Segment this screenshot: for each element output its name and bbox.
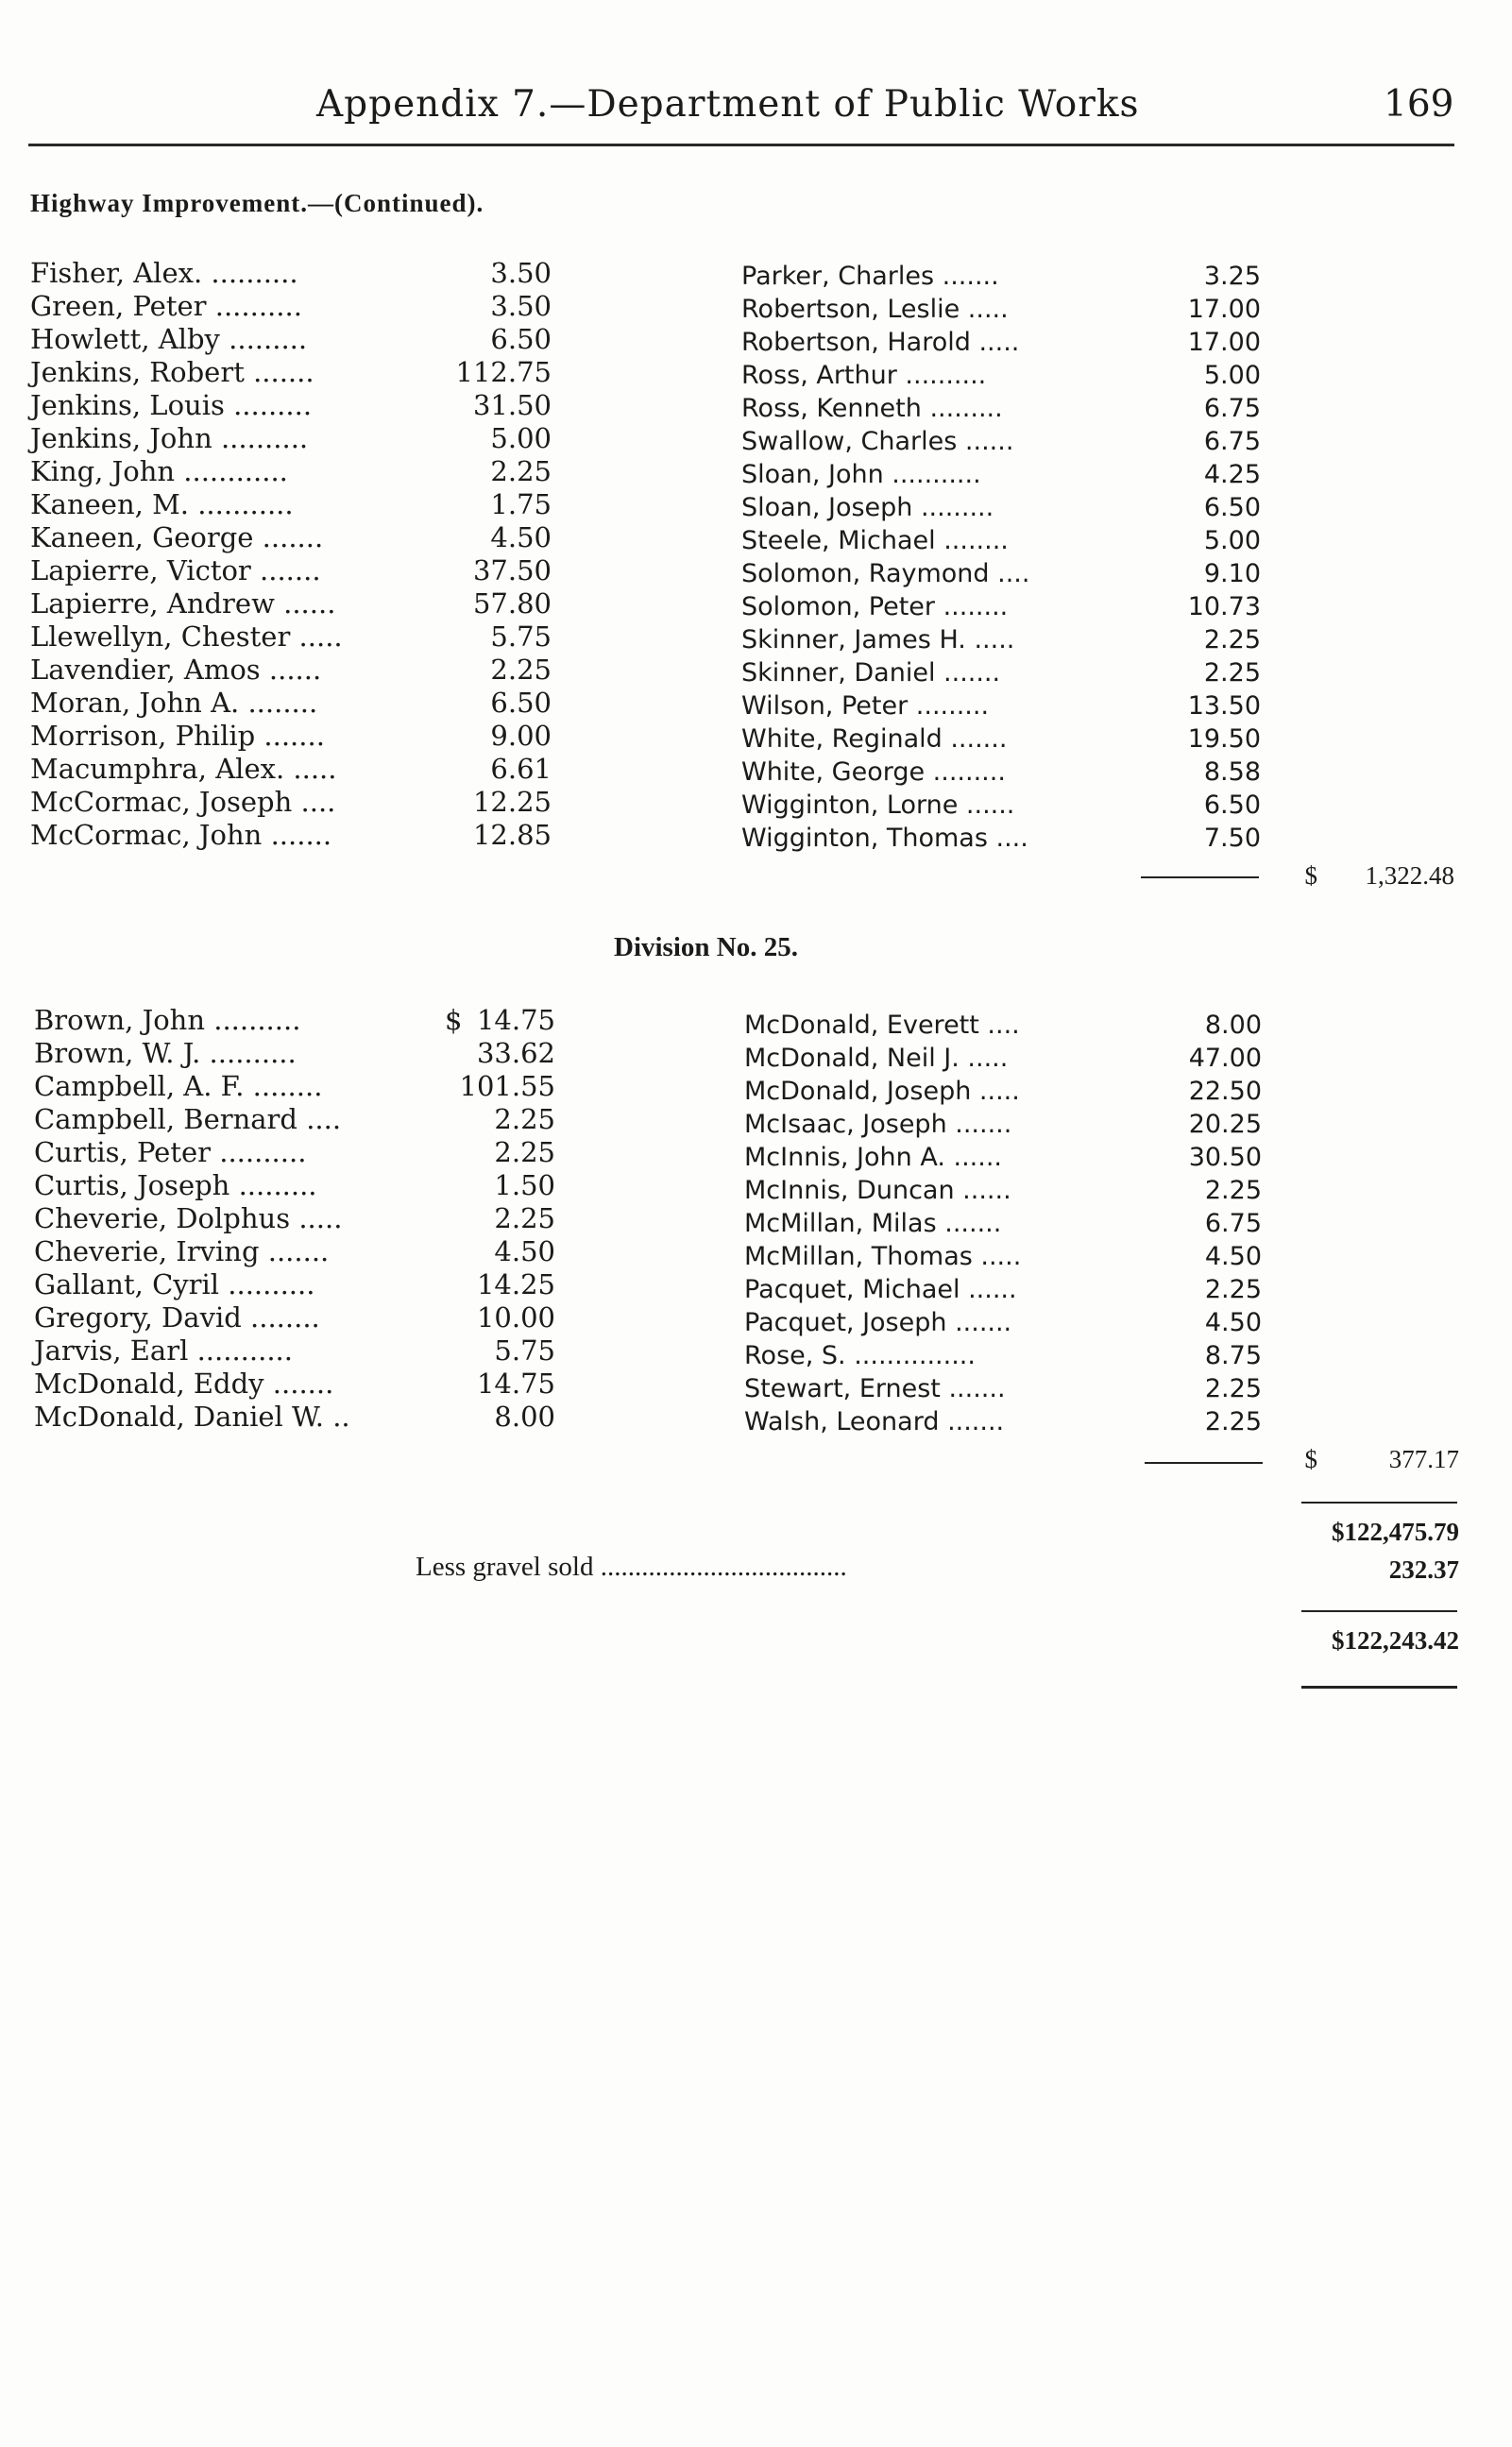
payee-name: Solomon, Raymond .... bbox=[741, 559, 1030, 588]
amount: 1.75 bbox=[490, 488, 552, 520]
list-item bbox=[741, 326, 1261, 359]
list-item bbox=[30, 422, 552, 455]
list-item bbox=[741, 425, 1261, 458]
list-item bbox=[744, 1108, 1262, 1141]
payee-name: Brown, John .......... bbox=[34, 1004, 301, 1036]
list-item bbox=[741, 656, 1261, 689]
amount: 2.25 bbox=[1204, 1275, 1262, 1304]
list-item bbox=[30, 654, 552, 687]
payee-name: Wigginton, Thomas .... bbox=[741, 824, 1028, 853]
amount: 2.25 bbox=[1204, 1407, 1262, 1436]
payee-name: Pacquet, Joseph ....... bbox=[744, 1308, 1012, 1337]
payee-name: Gregory, David ........ bbox=[34, 1301, 320, 1334]
amount: 2.25 bbox=[490, 654, 552, 686]
part1-total: 1,322.48 bbox=[1365, 861, 1454, 890]
list-item bbox=[30, 356, 552, 389]
amount: 6.75 bbox=[1204, 1209, 1262, 1238]
net-total: $122,243.42 bbox=[1332, 1626, 1459, 1655]
amount: 5.00 bbox=[1203, 361, 1261, 390]
page-title: Appendix 7.—Department of Public Works bbox=[316, 83, 1140, 126]
section-title: Highway Improvement.—(Continued). bbox=[30, 189, 484, 217]
payee-name: Pacquet, Michael ...... bbox=[744, 1275, 1017, 1304]
amount: 3.25 bbox=[1203, 262, 1261, 291]
payee-name: White, Reginald ....... bbox=[741, 724, 1008, 754]
payee-name: McDonald, Neil J. ..... bbox=[744, 1044, 1009, 1073]
amount: 10.73 bbox=[1187, 592, 1261, 621]
amount: 2.25 bbox=[1203, 625, 1261, 654]
division-left-column bbox=[34, 1004, 555, 1434]
less-gravel-amount: 232.37 bbox=[1388, 1555, 1459, 1584]
division-total: 377.17 bbox=[1388, 1445, 1459, 1473]
payee-name: McDonald, Eddy ....... bbox=[34, 1368, 334, 1400]
amount: 33.62 bbox=[476, 1037, 555, 1069]
list-item bbox=[34, 1334, 555, 1368]
grand-total-rule-top bbox=[1301, 1502, 1457, 1504]
payee-name: Morrison, Philip ....... bbox=[30, 720, 325, 752]
list-item bbox=[34, 1136, 555, 1169]
list-item bbox=[741, 623, 1261, 656]
list-item bbox=[30, 554, 552, 587]
amount: 17.00 bbox=[1187, 295, 1261, 324]
list-item bbox=[30, 620, 552, 654]
amount: 47.00 bbox=[1188, 1044, 1262, 1073]
list-item bbox=[744, 1405, 1262, 1438]
list-item bbox=[30, 720, 552, 753]
amount: 14.25 bbox=[476, 1268, 555, 1300]
list-item bbox=[741, 789, 1261, 822]
payee-name: King, John ............ bbox=[30, 455, 288, 487]
list-item bbox=[741, 293, 1261, 326]
amount: 6.75 bbox=[1203, 394, 1261, 423]
payee-name: Walsh, Leonard ....... bbox=[744, 1407, 1005, 1436]
payee-name: Green, Peter .......... bbox=[30, 290, 302, 322]
payee-name: McInnis, John A. ...... bbox=[744, 1143, 1003, 1172]
list-item bbox=[744, 1141, 1262, 1174]
payee-name: McMillan, Milas ....... bbox=[744, 1209, 1002, 1238]
list-item bbox=[30, 488, 552, 521]
payee-name: Parker, Charles ....... bbox=[741, 262, 999, 291]
amount: 6.50 bbox=[1203, 790, 1261, 820]
amount: 22.50 bbox=[1188, 1077, 1262, 1106]
list-item bbox=[34, 1004, 555, 1037]
amount: 5.00 bbox=[490, 422, 552, 454]
part1-left-column bbox=[30, 257, 552, 852]
payee-name: Jarvis, Earl ........... bbox=[34, 1334, 293, 1367]
payee-name: Curtis, Joseph ......... bbox=[34, 1169, 317, 1201]
amount: 5.00 bbox=[1203, 526, 1261, 555]
list-item bbox=[34, 1401, 555, 1434]
net-total-rule-top bbox=[1301, 1610, 1457, 1612]
payee-name: Sloan, John ........... bbox=[741, 460, 981, 489]
payee-name: Rose, S. ............... bbox=[744, 1341, 976, 1370]
payee-name: Lavendier, Amos ...... bbox=[30, 654, 322, 686]
amount: 8.75 bbox=[1204, 1341, 1262, 1370]
payee-name: Jenkins, Robert ....... bbox=[30, 356, 314, 388]
amount: 1.50 bbox=[494, 1169, 555, 1201]
list-item bbox=[744, 1306, 1262, 1339]
list-item bbox=[741, 822, 1261, 855]
amount: 20.25 bbox=[1188, 1110, 1262, 1139]
amount: 30.50 bbox=[1188, 1143, 1262, 1172]
list-item bbox=[741, 359, 1261, 392]
list-item bbox=[30, 455, 552, 488]
payee-name: Lapierre, Victor ....... bbox=[30, 554, 321, 586]
list-item bbox=[34, 1037, 555, 1070]
payee-name: Robertson, Leslie ..... bbox=[741, 295, 1009, 324]
part1-right-column bbox=[741, 260, 1261, 855]
payee-name: Cheverie, Irving ....... bbox=[34, 1235, 330, 1267]
list-item bbox=[34, 1368, 555, 1401]
list-item bbox=[34, 1070, 555, 1103]
payee-name: McCormac, John ....... bbox=[30, 819, 332, 851]
amount: 10.00 bbox=[476, 1301, 555, 1334]
amount: 4.50 bbox=[1204, 1242, 1262, 1271]
list-item bbox=[741, 689, 1261, 722]
list-item bbox=[741, 557, 1261, 590]
amount: 4.50 bbox=[1204, 1308, 1262, 1337]
list-item bbox=[741, 392, 1261, 425]
list-item bbox=[741, 756, 1261, 789]
amount: 2.25 bbox=[494, 1202, 555, 1234]
payee-name: Wigginton, Lorne ...... bbox=[741, 790, 1015, 820]
amount: 14.75 bbox=[476, 1368, 555, 1400]
list-item bbox=[34, 1169, 555, 1202]
amount: 14.75 bbox=[476, 1004, 555, 1036]
payee-name: Ross, Arthur .......... bbox=[741, 361, 987, 390]
amount: 8.58 bbox=[1203, 757, 1261, 787]
amount: 2.25 bbox=[494, 1103, 555, 1135]
amount: 12.85 bbox=[472, 819, 552, 851]
list-item bbox=[30, 753, 552, 786]
payee-name: Skinner, Daniel ....... bbox=[741, 658, 1001, 688]
payee-name: Skinner, James H. ..... bbox=[741, 625, 1015, 654]
amount: 3.50 bbox=[490, 290, 552, 322]
header-rule bbox=[28, 144, 1454, 146]
amount: 6.50 bbox=[1203, 493, 1261, 522]
list-item bbox=[34, 1268, 555, 1301]
list-item bbox=[741, 458, 1261, 491]
amount: 7.50 bbox=[1203, 824, 1261, 853]
list-item bbox=[741, 491, 1261, 524]
payee-name: McInnis, Duncan ...... bbox=[744, 1176, 1011, 1205]
payee-name: White, George ......... bbox=[741, 757, 1006, 787]
amount: 6.50 bbox=[490, 687, 552, 719]
payee-name: McDonald, Daniel W. .. bbox=[34, 1401, 350, 1433]
payee-name: Campbell, Bernard .... bbox=[34, 1103, 342, 1135]
amount: 37.50 bbox=[472, 554, 552, 586]
amount: 3.50 bbox=[490, 257, 552, 289]
net-total-double-rule bbox=[1301, 1686, 1457, 1689]
amount: 2.25 bbox=[1204, 1374, 1262, 1403]
list-item bbox=[744, 1009, 1262, 1042]
amount: 5.75 bbox=[490, 620, 552, 653]
amount: 8.00 bbox=[494, 1401, 555, 1433]
list-item bbox=[34, 1202, 555, 1235]
list-item bbox=[34, 1235, 555, 1268]
amount: 9.10 bbox=[1203, 559, 1261, 588]
list-item bbox=[30, 290, 552, 323]
list-item bbox=[34, 1103, 555, 1136]
list-item bbox=[34, 1301, 555, 1334]
payee-name: Moran, John A. ........ bbox=[30, 687, 318, 719]
payee-name: Swallow, Charles ...... bbox=[741, 427, 1014, 456]
amount: 2.25 bbox=[494, 1136, 555, 1168]
list-item bbox=[30, 786, 552, 819]
payee-name: McCormac, Joseph .... bbox=[30, 786, 336, 818]
list-item bbox=[744, 1174, 1262, 1207]
payee-name: McMillan, Thomas ..... bbox=[744, 1242, 1022, 1271]
amount: 112.75 bbox=[455, 356, 552, 388]
payee-name: McDonald, Everett .... bbox=[744, 1011, 1020, 1040]
page-number: 169 bbox=[1384, 83, 1454, 126]
payee-name: Wilson, Peter ......... bbox=[741, 691, 990, 721]
payee-name: Jenkins, Louis ......... bbox=[30, 389, 313, 421]
list-item bbox=[741, 260, 1261, 293]
list-item bbox=[744, 1273, 1262, 1306]
grand-total: $122,475.79 bbox=[1332, 1518, 1459, 1546]
payee-name: Kaneen, George ....... bbox=[30, 521, 324, 553]
list-item bbox=[30, 687, 552, 720]
list-item bbox=[741, 722, 1261, 756]
list-item bbox=[30, 323, 552, 356]
amount: 9.00 bbox=[490, 720, 552, 752]
amount: 4.50 bbox=[494, 1235, 555, 1267]
payee-name: Gallant, Cyril .......... bbox=[34, 1268, 315, 1300]
part1-total-currency: $ bbox=[1304, 861, 1317, 890]
amount: 6.75 bbox=[1203, 427, 1261, 456]
list-item bbox=[741, 524, 1261, 557]
payee-name: McDonald, Joseph ..... bbox=[744, 1077, 1020, 1106]
amount: 2.25 bbox=[490, 455, 552, 487]
amount: 6.61 bbox=[490, 753, 552, 785]
amount: 13.50 bbox=[1187, 691, 1261, 721]
list-item bbox=[744, 1042, 1262, 1075]
amount: 4.25 bbox=[1203, 460, 1261, 489]
division-total-currency: $ bbox=[1304, 1445, 1317, 1473]
list-item bbox=[30, 521, 552, 554]
list-item bbox=[744, 1339, 1262, 1372]
amount: 2.25 bbox=[1204, 1176, 1262, 1205]
list-item bbox=[744, 1240, 1262, 1273]
amount: 2.25 bbox=[1203, 658, 1261, 688]
amount: 31.50 bbox=[472, 389, 552, 421]
payee-name: Macumphra, Alex. ..... bbox=[30, 753, 337, 785]
amount: 17.00 bbox=[1187, 328, 1261, 357]
amount: 19.50 bbox=[1187, 724, 1261, 754]
payee-name: McIsaac, Joseph ....... bbox=[744, 1110, 1012, 1139]
payee-name: Campbell, A. F. ........ bbox=[34, 1070, 323, 1102]
payee-name: Llewellyn, Chester ..... bbox=[30, 620, 343, 653]
amount: 8.00 bbox=[1204, 1011, 1262, 1040]
amount: 12.25 bbox=[472, 786, 552, 818]
payee-name: Cheverie, Dolphus ..... bbox=[34, 1202, 343, 1234]
payee-name: Solomon, Peter ........ bbox=[741, 592, 1009, 621]
payee-name: Fisher, Alex. .......... bbox=[30, 257, 298, 289]
division-subtotal-rule bbox=[1145, 1462, 1263, 1464]
list-item bbox=[30, 587, 552, 620]
payee-name: Curtis, Peter .......... bbox=[34, 1136, 307, 1168]
amount: 57.80 bbox=[472, 587, 552, 620]
amount: 6.50 bbox=[490, 323, 552, 355]
amount: 101.55 bbox=[459, 1070, 555, 1102]
less-gravel-label: Less gravel sold .................................... bbox=[416, 1552, 847, 1582]
list-item bbox=[30, 257, 552, 290]
payee-name: Stewart, Ernest ....... bbox=[744, 1374, 1006, 1403]
part1-subtotal-rule bbox=[1141, 876, 1259, 878]
payee-name: Steele, Michael ........ bbox=[741, 526, 1009, 555]
currency-symbol: $ bbox=[445, 1004, 463, 1036]
amount: 5.75 bbox=[494, 1334, 555, 1367]
division-title: Division No. 25. bbox=[614, 932, 798, 962]
payee-name: Robertson, Harold ..... bbox=[741, 328, 1020, 357]
amount: 4.50 bbox=[490, 521, 552, 553]
division-right-column bbox=[744, 1009, 1262, 1438]
list-item bbox=[30, 819, 552, 852]
list-item bbox=[741, 590, 1261, 623]
payee-name: Jenkins, John .......... bbox=[30, 422, 309, 454]
payee-name: Kaneen, M. ........... bbox=[30, 488, 294, 520]
payee-name: Lapierre, Andrew ...... bbox=[30, 587, 336, 620]
list-item bbox=[30, 389, 552, 422]
list-item bbox=[744, 1372, 1262, 1405]
list-item bbox=[744, 1075, 1262, 1108]
payee-name: Brown, W. J. .......... bbox=[34, 1037, 297, 1069]
payee-name: Howlett, Alby ......... bbox=[30, 323, 308, 355]
payee-name: Ross, Kenneth ......... bbox=[741, 394, 1003, 423]
list-item bbox=[744, 1207, 1262, 1240]
payee-name: Sloan, Joseph ......... bbox=[741, 493, 994, 522]
